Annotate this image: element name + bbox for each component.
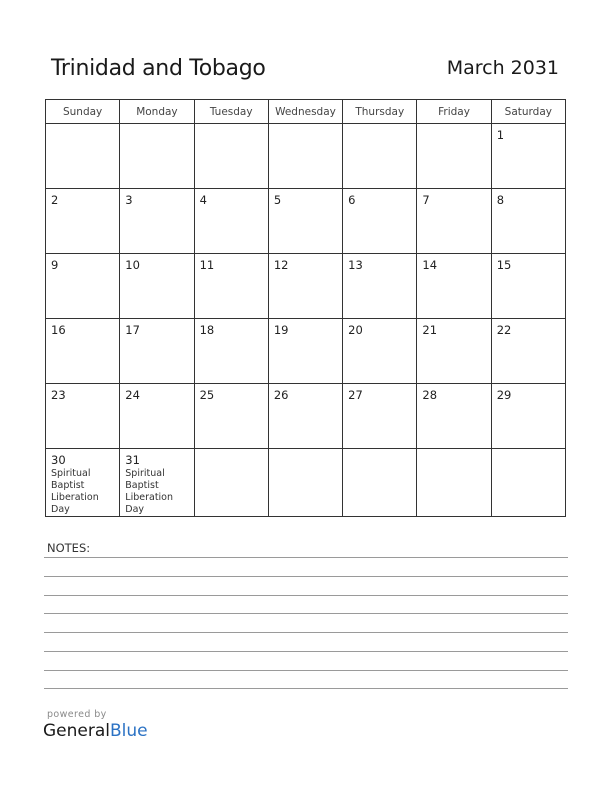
- day-number: 20: [348, 323, 363, 337]
- day-number: 3: [125, 193, 133, 207]
- calendar-day-cell: [417, 384, 491, 449]
- weekday-header: Thursday: [343, 100, 417, 124]
- holiday-label: Spiritual Baptist Liberation Day: [125, 468, 174, 515]
- day-number: 11: [199, 258, 215, 272]
- powered-by-text: powered by: [47, 709, 107, 720]
- day-number: 27: [348, 388, 363, 402]
- day-number: 2: [51, 193, 59, 207]
- calendar-day-cell: [491, 449, 565, 517]
- calendar-day-cell: [268, 319, 342, 384]
- calendar-day-cell: [491, 384, 565, 449]
- day-number: 5: [273, 193, 282, 207]
- weekday-header: Tuesday: [194, 100, 268, 124]
- calendar-day-cell: [343, 449, 417, 517]
- day-number: [195, 124, 268, 129]
- weekday-header: Sunday: [46, 100, 120, 124]
- weekday-header: Wednesday: [268, 100, 342, 124]
- calendar-week-row: [46, 254, 566, 319]
- day-number: [343, 449, 416, 454]
- calendar-day-cell: [268, 254, 342, 319]
- day-number: [417, 124, 490, 129]
- day-number: [417, 449, 490, 454]
- calendar-day-cell: [417, 124, 491, 189]
- notes-line: [44, 576, 568, 577]
- calendar-day-cell: [194, 319, 268, 384]
- brand-logo: [43, 721, 148, 741]
- weekday-header: Monday: [120, 100, 194, 124]
- day-number: 4: [199, 193, 207, 207]
- calendar-day-cell: [194, 124, 268, 189]
- day-number: [269, 124, 342, 129]
- day-number: 21: [422, 323, 438, 337]
- weekday-header-row: [46, 100, 566, 124]
- calendar-day-cell: [268, 449, 342, 517]
- day-number: 15: [496, 258, 512, 272]
- day-number: 22: [496, 323, 512, 337]
- calendar-day-cell: [491, 189, 565, 254]
- calendar-day-cell: [343, 254, 417, 319]
- calendar-day-cell: [194, 449, 268, 517]
- calendar-week-row: [46, 189, 566, 254]
- day-number: 19: [273, 323, 289, 337]
- calendar-day-cell: [46, 384, 120, 449]
- calendar-day-cell: [120, 254, 194, 319]
- day-number: 23: [51, 388, 66, 402]
- day-number: 6: [348, 193, 356, 207]
- calendar-week-row: [46, 384, 566, 449]
- calendar-day-cell: [194, 189, 268, 254]
- day-number: 26: [273, 388, 289, 402]
- calendar-day-cell: [120, 189, 194, 254]
- calendar-day-cell: [417, 254, 491, 319]
- calendar-week-row: [46, 319, 566, 384]
- notes-line: [44, 651, 568, 652]
- calendar-day-cell: [46, 254, 120, 319]
- calendar-day-cell: [46, 189, 120, 254]
- day-number: 25: [199, 388, 215, 402]
- weekday-header: Saturday: [491, 100, 565, 124]
- day-number: 12: [273, 258, 289, 272]
- calendar-day-cell: [343, 384, 417, 449]
- calendar-grid: [45, 99, 566, 517]
- calendar-day-cell: [120, 449, 194, 517]
- day-number: 14: [422, 258, 438, 272]
- day-number: 10: [125, 258, 140, 272]
- calendar-day-cell: [46, 449, 120, 517]
- calendar-day-cell: [343, 124, 417, 189]
- calendar-day-cell: [268, 124, 342, 189]
- calendar-day-cell: [417, 319, 491, 384]
- calendar-day-cell: [268, 384, 342, 449]
- day-number: [46, 124, 119, 129]
- notes-line: [44, 688, 568, 689]
- notes-line: [44, 595, 568, 596]
- calendar-day-cell: [268, 189, 342, 254]
- calendar-week-row: [46, 124, 566, 189]
- brand-blue: Blue: [110, 721, 148, 741]
- day-number: 9: [51, 258, 59, 272]
- day-number: 8: [496, 193, 505, 207]
- day-number: 31: [125, 453, 140, 467]
- calendar-week-row: [46, 449, 566, 517]
- calendar-day-cell: [491, 254, 565, 319]
- calendar-day-cell: [120, 384, 194, 449]
- day-number: 17: [125, 323, 140, 337]
- day-number: 1: [496, 128, 505, 142]
- day-number: [195, 449, 268, 454]
- day-number: 13: [348, 258, 363, 272]
- calendar-day-cell: [343, 319, 417, 384]
- calendar-day-cell: [194, 384, 268, 449]
- notes-line: [44, 670, 568, 671]
- calendar-day-cell: [417, 189, 491, 254]
- day-number: 18: [199, 323, 215, 337]
- calendar-day-cell: [343, 189, 417, 254]
- notes-line: [44, 632, 568, 633]
- calendar-month: March 2031: [446, 57, 559, 79]
- notes-label: NOTES:: [47, 541, 91, 555]
- day-number: [269, 449, 342, 454]
- day-number: 29: [496, 388, 512, 402]
- calendar-day-cell: [491, 124, 565, 189]
- day-number: 30: [51, 453, 66, 467]
- weekday-header: Friday: [417, 100, 491, 124]
- calendar-day-cell: [120, 319, 194, 384]
- calendar-day-cell: [194, 254, 268, 319]
- calendar-title: Trinidad and Tobago: [51, 56, 266, 81]
- notes-line: [44, 613, 568, 614]
- calendar-day-cell: [120, 124, 194, 189]
- calendar-day-cell: [46, 124, 120, 189]
- calendar-day-cell: [46, 319, 120, 384]
- day-number: 28: [422, 388, 438, 402]
- day-number: 7: [422, 193, 430, 207]
- day-number: [492, 449, 565, 454]
- brand-general: General: [43, 721, 110, 741]
- day-number: [120, 124, 193, 129]
- holiday-label: Spiritual Baptist Liberation Day: [51, 468, 99, 515]
- calendar-day-cell: [417, 449, 491, 517]
- calendar-day-cell: [491, 319, 565, 384]
- notes-line: [44, 557, 568, 558]
- day-number: 24: [125, 388, 140, 402]
- day-number: [343, 124, 416, 129]
- day-number: 16: [51, 323, 66, 337]
